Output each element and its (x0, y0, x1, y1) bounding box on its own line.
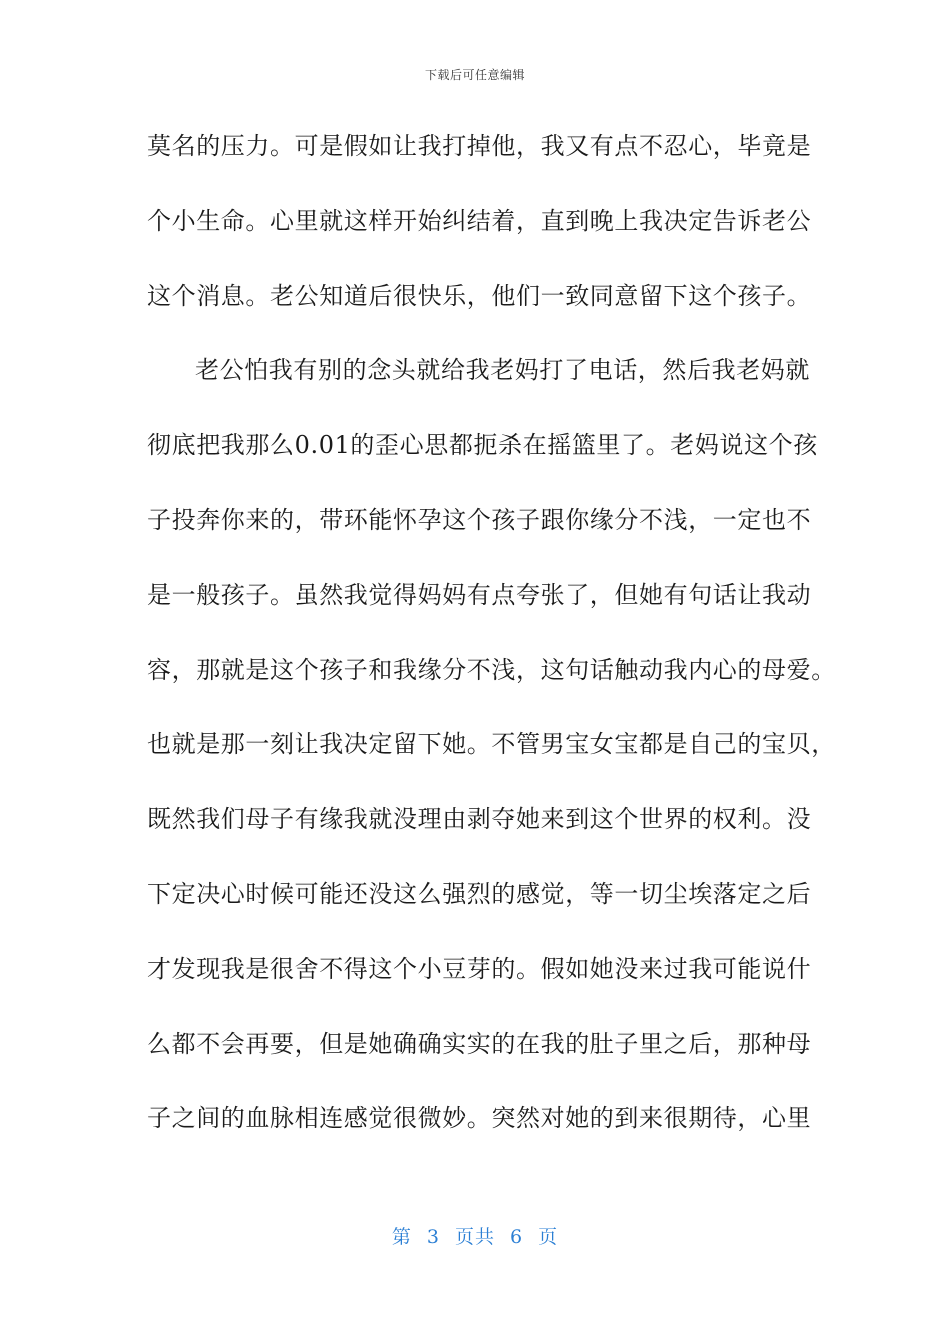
text-line: 彻底把我那么0.01的歪心思都扼杀在摇篮里了。老妈说这个孩 (147, 431, 818, 460)
text-line: 个小生命。心里就这样开始纠结着，直到晚上我决定告诉老公 (147, 206, 812, 235)
text-line: 也就是那一刻让我决定留下她。不管男宝女宝都是自己的宝贝， (147, 730, 836, 759)
text-line: 子之间的血脉相连感觉很微妙。突然对她的到来很期待，心里 (147, 1104, 812, 1133)
text-line: 这个消息。老公知道后很快乐，他们一致同意留下这个孩子。 (147, 281, 812, 310)
text-line: 既然我们母子有缘我就没理由剥夺她来到这个世界的权利。没 (147, 805, 812, 834)
text-line: 才发现我是很舍不得这个小豆芽的。假如她没来过我可能说什 (147, 954, 812, 983)
body-text (147, 118, 836, 1165)
text-line: 是一般孩子。虽然我觉得妈妈有点夸张了，但她有句话让我动 (147, 580, 812, 609)
page-header: 下载后可任意编辑 (424, 68, 525, 82)
text-line: 莫名的压力。可是假如让我打掉他，我又有点不忍心，毕竟是 (147, 132, 812, 160)
page-footer: 第 3 页共 6 页 (391, 1226, 559, 1248)
text-line: 子投奔你来的，带环能怀孕这个孩子跟你缘分不浅，一定也不 (147, 505, 812, 534)
paragraph-first-line: 老公怕我有别的念头就给我老妈打了电话，然后我老妈就 (195, 356, 810, 385)
text-line: 么都不会再要，但是她确确实实的在我的肚子里之后，那种母 (147, 1029, 812, 1058)
text-line: 容，那就是这个孩子和我缘分不浅，这句话触动我内心的母爱。 (147, 655, 836, 684)
text-line: 下定决心时候可能还没这么强烈的感觉，等一切尘埃落定之后 (147, 879, 812, 908)
